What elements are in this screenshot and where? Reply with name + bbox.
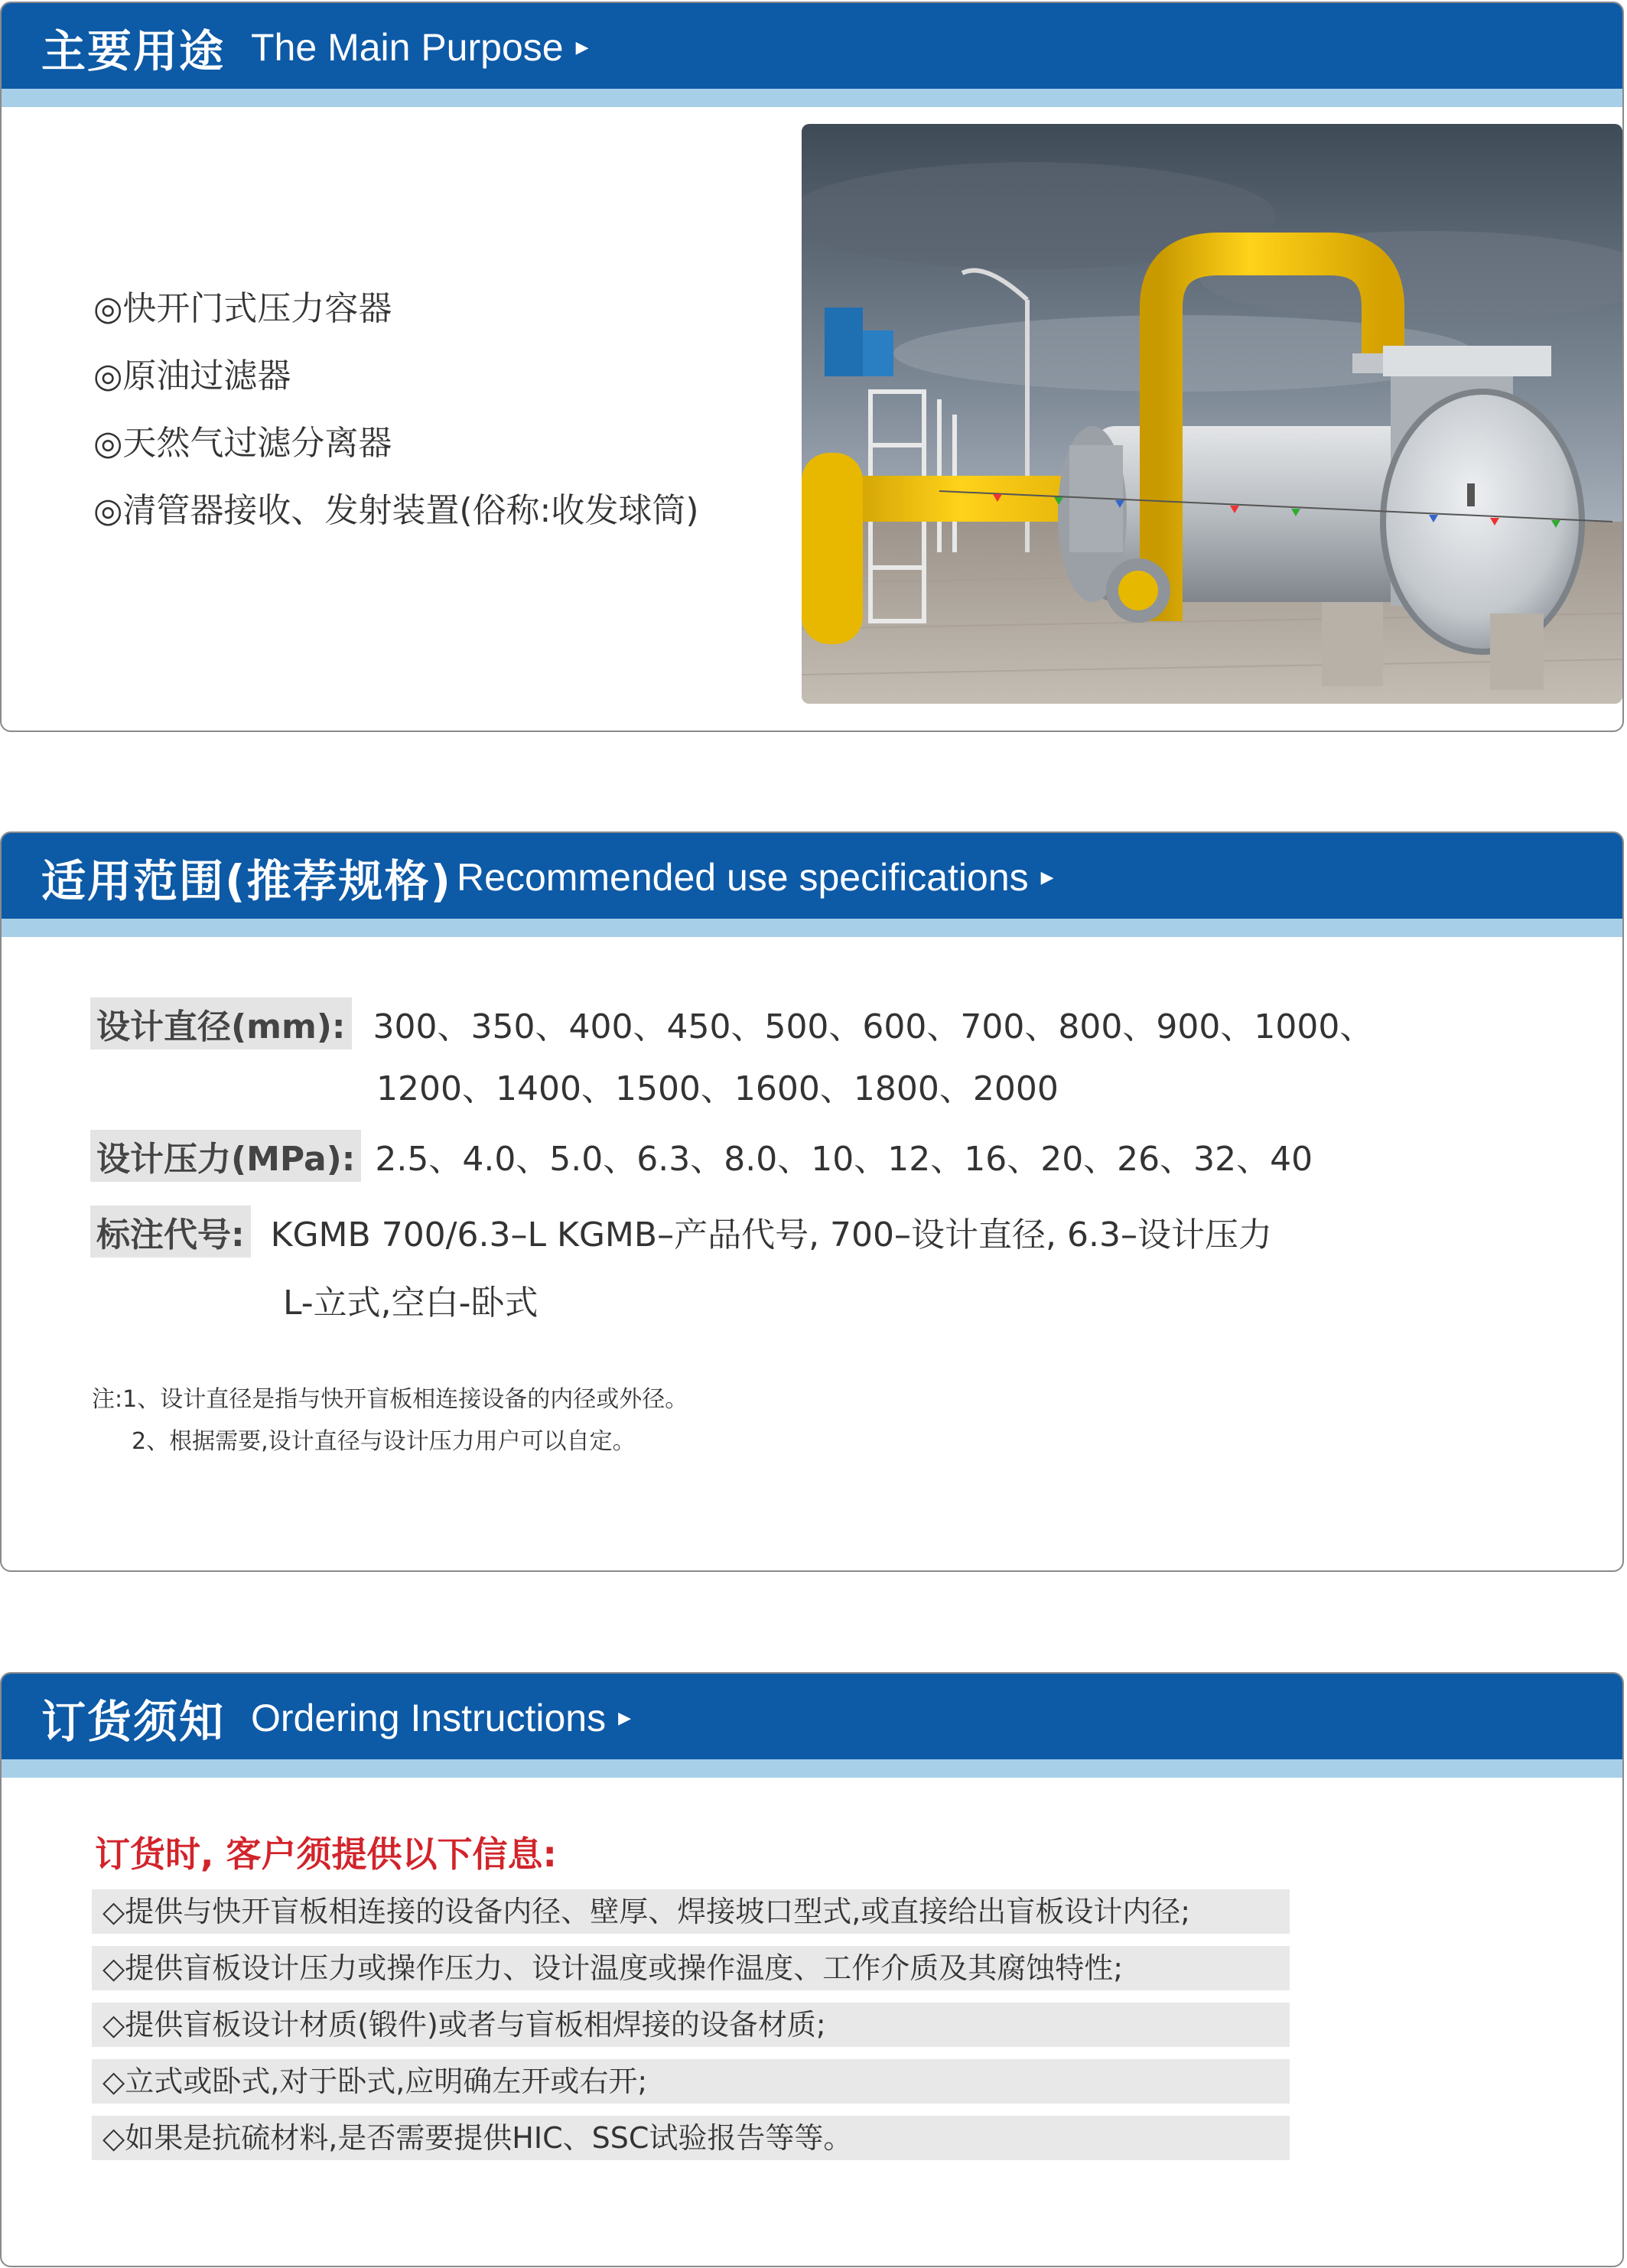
pig-launcher-illustration <box>802 124 1622 704</box>
purpose-item: ◎天然气过滤分离器 <box>93 424 392 463</box>
ordering-item: ◇如果是抗硫材料,是否需要提供HIC、SSC试验报告等等。 <box>92 2116 1290 2160</box>
header-stripe <box>2 89 1622 107</box>
section-title-en: Recommended use specifications <box>457 856 1029 899</box>
section-title <box>41 21 589 77</box>
play-arrow-icon: ▶ <box>1040 867 1054 887</box>
pressure-values: 2.5、4.0、5.0、6.3、8.0、10、12、16、20、26、32、40 <box>375 1140 1313 1179</box>
purpose-item: ◎清管器接收、发射装置(俗称:收发球筒) <box>93 491 699 530</box>
section-title-cn: 主要用途 <box>41 25 226 77</box>
panel-header <box>2 833 1622 919</box>
specifications-panel <box>0 831 1624 1572</box>
note-line: 2、根据需要,设计直径与设计压力用户可以自定。 <box>132 1428 636 1455</box>
ordering-item: ◇提供与快开盲板相连接的设备内径、壁厚、焊接坡口型式,或直接给出盲板设计内径; <box>92 1889 1290 1934</box>
ordering-subtitle: 订货时, 客户须提供以下信息: <box>95 1834 557 1875</box>
purpose-item: ◎快开门式压力容器 <box>93 289 392 328</box>
panel-header <box>2 3 1622 89</box>
section-title <box>41 851 1054 907</box>
header-stripe <box>2 1759 1622 1778</box>
note-line: 注:1、设计直径是指与快开盲板相连接设备的内径或外径。 <box>92 1386 688 1413</box>
diameter-row <box>90 997 1373 1049</box>
ordering-item: ◇提供盲板设计压力或操作压力、设计温度或操作温度、工作介质及其腐蚀特性; <box>92 1946 1290 1990</box>
header-stripe <box>2 919 1622 937</box>
pressure-label: 设计压力(MPa): <box>90 1130 361 1182</box>
play-arrow-icon: ▶ <box>575 37 589 57</box>
play-arrow-icon: ▶ <box>618 1708 632 1728</box>
purpose-item: ◎原油过滤器 <box>93 356 291 395</box>
equipment-photo <box>802 124 1622 704</box>
purpose-list <box>93 286 699 555</box>
ordering-panel <box>0 1672 1624 2267</box>
code-label: 标注代号: <box>90 1206 251 1258</box>
section-title-cn: 适用范围(推荐规格) <box>41 855 453 907</box>
diameter-label: 设计直径(mm): <box>90 997 352 1049</box>
section-title <box>41 1692 632 1748</box>
code-description: KGMB 700/6.3–L KGMB–产品代号, 700–设计直径, 6.3–设计压力 <box>270 1215 1272 1254</box>
diameter-values: 300、350、400、450、500、600、700、800、900、1000、 <box>373 1007 1374 1046</box>
code-row <box>90 1206 1272 1258</box>
ordering-item: ◇立式或卧式,对于卧式,应明确左开或右开; <box>92 2059 1290 2104</box>
main-purpose-panel <box>0 2 1624 732</box>
section-title-en: Ordering Instructions <box>251 1697 607 1739</box>
code-description-continued: L-立式,空白-卧式 <box>283 1284 539 1323</box>
section-title-cn: 订货须知 <box>41 1696 226 1748</box>
section-title-en: The Main Purpose <box>251 26 564 69</box>
panel-header <box>2 1674 1622 1759</box>
pressure-row <box>90 1130 1313 1182</box>
ordering-item: ◇提供盲板设计材质(锻件)或者与盲板相焊接的设备材质; <box>92 2003 1290 2047</box>
diameter-values-continued: 1200、1400、1500、1600、1800、2000 <box>376 1069 1059 1108</box>
